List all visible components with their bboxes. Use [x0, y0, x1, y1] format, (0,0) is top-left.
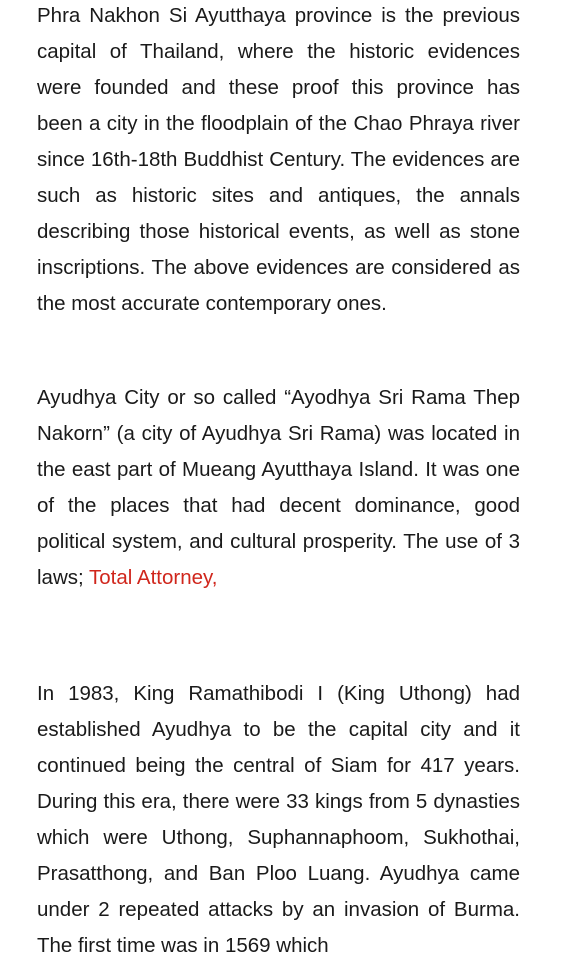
paragraph-ayudhya-city-text: Ayudhya City or so called “Ayodhya Sri Rama Thep Nakorn” (a city of Ayudhya Sri Rama) was located in the east part of Mueang Ayutthaya Island. It was one of the places that had decent dominance, good political system, and cultural prosperity. The use of 3 laws;	[37, 386, 520, 589]
highlighted-text: Total Attorney,	[89, 566, 218, 589]
paragraph-ayudhya-city	[37, 380, 520, 596]
paragraph-province-history: Phra Nakhon Si Ayutthaya province is the previous capital of Thailand, where the historic evidences were founded and these proof this province has been a city in the floodplain of the Chao Phraya river since 16th-18th Buddhist Century. The evidences are such as historic sites and antiques, the annals describing those historical events, as well as stone inscriptions. The above evidences are considered as the most accurate contemporary ones.	[37, 4, 520, 315]
paragraph-capital-establishment: In 1983, King Ramathibodi I (King Uthong) had established Ayudhya to be the capital city and it continued being the central of Siam for 417 years. During this era, there were 33 kings from 5 dynasties which were Uthong, Suphannaphoom, Sukhothai, Prasatthong, and Ban Ploo Luang. Ayudhya came under 2 repeated attacks by an invasion of Burma. The first time was in 1569 which	[37, 682, 520, 957]
